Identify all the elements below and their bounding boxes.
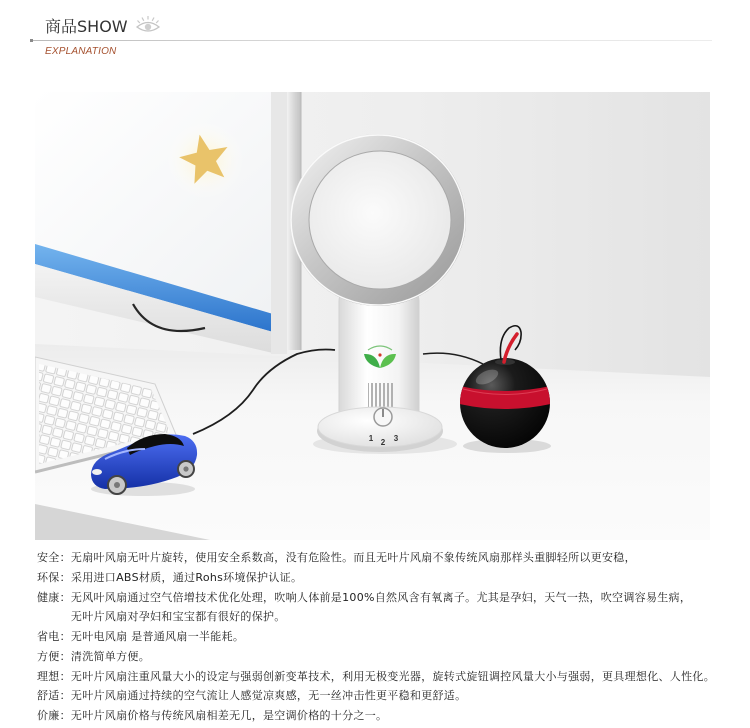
feature-label: 省电：	[37, 630, 71, 643]
logo-dot	[378, 353, 381, 356]
feature-item-comfort	[37, 686, 742, 706]
fan-vent-grille	[368, 383, 394, 407]
feature-description	[71, 706, 387, 726]
feature-line: 无风叶风扇通过空气倍增技术优化处理，吹响人体前是100%自然风含有氧离子。尤其是孕妇，天气一热，吹空调容易生病，	[70, 590, 692, 604]
mouse-front-hub	[114, 482, 120, 488]
feature-label: 健康：	[37, 590, 71, 604]
mouse-headlight	[92, 469, 102, 475]
feature-label: 舒适：	[37, 689, 71, 703]
feature-description	[71, 548, 636, 568]
feature-item-health	[37, 588, 742, 628]
feature-description	[71, 568, 302, 588]
feature-line: 清洗简单方便。	[70, 649, 151, 663]
feature-description	[71, 627, 244, 647]
feature-description	[71, 588, 691, 628]
feature-label: 价廉：	[37, 709, 71, 722]
feature-item-convenience	[37, 647, 742, 667]
feature-label: 方便：	[37, 649, 71, 663]
feature-description	[71, 686, 467, 706]
knob-label-1: 1	[368, 434, 374, 443]
feature-item-low-price	[37, 706, 742, 726]
section-title: 商品SHOW	[45, 17, 128, 36]
eye-icon	[135, 15, 161, 35]
feature-item-power-saving	[37, 627, 742, 647]
mouse-rear-hub	[183, 466, 188, 471]
fan-ring-opening	[309, 151, 451, 289]
feature-line: 无叶片风扇注重风量大小的设定与强弱创新变革技术，利用无极变光器，旋转式旋钮调控风量大小与强弱，更具理想化、人性化。	[70, 669, 716, 683]
feature-label: 理想：	[37, 669, 71, 683]
feature-line: 无叶电风扇 是普通风扇一半能耗。	[70, 630, 245, 643]
feature-item-safety	[37, 548, 742, 568]
knob-label-2: 2	[380, 438, 386, 447]
divider-marker	[30, 39, 33, 42]
header-divider	[30, 40, 712, 41]
feature-line: 无叶片风扇通过持续的空气流让人感觉凉爽感，无一丝冲击性更平稳和更舒适。	[70, 689, 467, 703]
feature-line: 无叶片风扇对孕妇和宝宝都有很好的保护。	[70, 610, 286, 624]
feature-line: 无叶片风扇价格与传统风扇相差无几，是空调价格的十分之一。	[70, 709, 388, 722]
feature-label: 安全：	[37, 551, 71, 564]
feature-label: 环保：	[37, 570, 71, 584]
knob-label-3: 3	[393, 434, 399, 443]
feature-item-eco	[37, 568, 742, 588]
monitor-right-bezel	[271, 92, 287, 354]
section-subtitle: EXPLANATION	[45, 46, 117, 57]
feature-item-ideal	[37, 667, 742, 687]
feature-line: 采用进口ABS材质，通过Rohs环境保护认证。	[70, 570, 303, 584]
feature-line: 无扇叶风扇无叶片旋转，使用安全系数高，没有危险性。而且无叶片风扇不象传统风扇那样头重脚轻所以更安稳，	[70, 551, 636, 564]
knob-pointer	[382, 409, 384, 417]
feature-list	[37, 548, 742, 726]
product-photo	[35, 92, 710, 540]
feature-description	[71, 667, 715, 687]
feature-description	[71, 647, 150, 667]
